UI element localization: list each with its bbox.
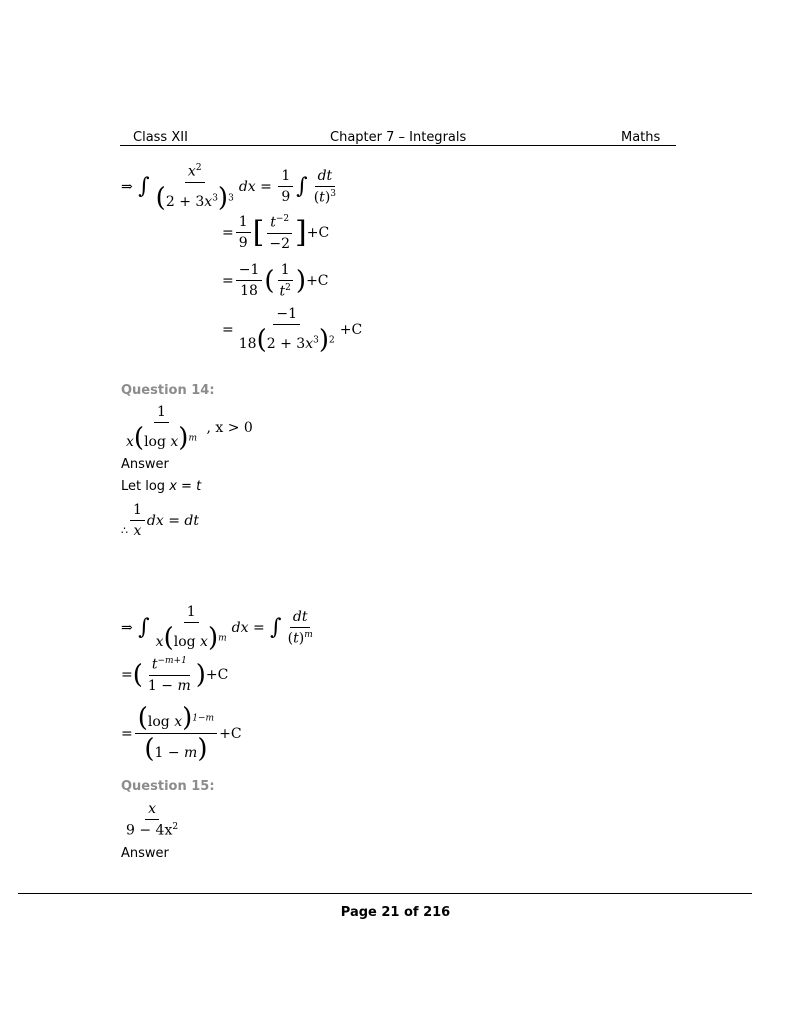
header-divider <box>120 145 676 146</box>
q13-equation-line-2: = $\frac{1}{9}$ [ $\frac{t^{-2}}{-2}$ ] + C <box>222 214 330 252</box>
header-subject: Maths <box>621 130 661 145</box>
q14-integrand: $\frac{1}{x(\log x)^m}$ , x > 0 <box>126 404 253 454</box>
q15-answer-label: Answer <box>121 846 169 861</box>
question-15-heading: Question 15: <box>121 779 215 794</box>
q14-equation-line-2: = ( $\frac{t^{-m+1}}{1 - m}$ ) + C <box>121 656 229 694</box>
q14-equation-line-1: ⇒ ∫ $\frac{1}{x(\log x)^m}$ dx = ∫ $\frac{dt}{(t)^m}$ <box>121 604 313 654</box>
q13-equation-line-1: ⇒ ∫ $\frac{x^2}{(2 + 3x^3)^3}$ dx = $\frac{1}{9}$ ∫ $\frac{dt}{(t)^3}$ <box>121 163 337 213</box>
question-14-heading: Question 14: <box>121 383 215 398</box>
q13-equation-line-3: = $\frac{-1}{18}$ ( $\frac{1}{t^2}$ ) + C <box>222 262 329 300</box>
q14-differential: ∴ $\frac{1}{x}$ dx = dt <box>121 502 200 540</box>
page-number: Page 21 of 216 <box>340 905 451 920</box>
q14-equation-line-3: = $\frac{(\log x)^{1-m}}{(1 - m)}$ + C <box>121 703 242 764</box>
q14-answer-label: Answer <box>121 457 169 472</box>
q14-substitution: Let log x = t <box>121 479 202 494</box>
q15-integrand: $\frac{x}{9 - 4x^2}$ <box>126 801 179 839</box>
q13-equation-line-4: = $\frac{-1}{18(2 + 3x^3)^2}$ + C <box>222 306 363 356</box>
footer-divider <box>18 893 752 894</box>
header-class: Class XII <box>133 130 188 145</box>
header-chapter: Chapter 7 – Integrals <box>330 130 467 145</box>
